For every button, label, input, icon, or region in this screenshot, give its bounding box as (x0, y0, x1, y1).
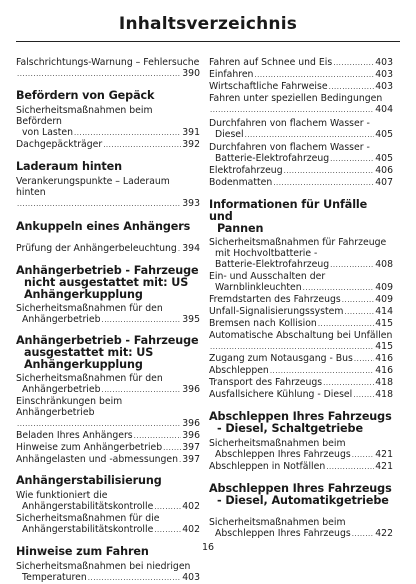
toc-entry[interactable] (209, 118, 393, 141)
toc-entry[interactable] (209, 177, 393, 189)
page-ref: 395 (182, 314, 200, 325)
entry-text-cont: mit Hochvoltbatterie - (215, 248, 318, 259)
page-ref: 396 (182, 384, 200, 395)
page-ref: 392 (182, 139, 200, 150)
page-ref: 405 (375, 129, 393, 140)
section-heading: Abschleppen Ihres Fahrzeugs - Diesel, Schaltgetriebe (209, 410, 392, 435)
toc-entry[interactable] (16, 57, 200, 80)
page-ref: 421 (375, 449, 393, 460)
page-ref: 403 (375, 57, 393, 68)
section-heading: Laderaum hinten (16, 160, 123, 173)
entry-text-cont: Anhängerbetrieb (22, 384, 101, 395)
toc-entry[interactable] (16, 454, 200, 466)
entry-text: Durchfahren von flachem Wasser - (209, 142, 370, 153)
page-ref: 390 (182, 68, 200, 79)
entry-text: Beladen Ihres Anhängers (16, 430, 133, 441)
page-ref: 415 (375, 318, 393, 329)
toc-entry[interactable] (209, 438, 393, 461)
entry-text-cont: Temperaturen (22, 572, 87, 583)
page-number: 16 (201, 542, 215, 553)
page-ref: 396 (182, 430, 200, 441)
toc-left-column (16, 57, 200, 584)
entry-text: Fahren unter speziellen Bedingungen (209, 93, 383, 104)
entry-text-cont: Batterie-Elektrofahrzeug (215, 153, 330, 164)
entry-text: Anhängelasten und -abmessungen (16, 454, 179, 465)
page-ref: 405 (375, 153, 393, 164)
toc-entry[interactable] (16, 490, 200, 513)
page-ref: 408 (375, 259, 393, 270)
toc-entry[interactable] (209, 142, 393, 165)
page-ref: 396 (182, 418, 200, 429)
toc-entry[interactable] (16, 396, 200, 430)
entry-text: Sicherheitsmaßnahmen bei niedrigen (16, 561, 191, 572)
entry-text: Sicherheitsmaßnahmen beim (209, 517, 346, 528)
page-ref: 421 (375, 461, 393, 472)
section-heading: Hinweise zum Fahren (16, 545, 149, 558)
entry-text: Transport des Fahrzeugs (209, 377, 323, 388)
entry-text: Bremsen nach Kollision (209, 318, 317, 329)
page-ref: 418 (375, 377, 393, 388)
entry-text: Fremdstarten des Fahrzeugs (209, 294, 341, 305)
page-ref: 418 (375, 389, 393, 400)
title-divider (16, 41, 400, 42)
toc-entry[interactable] (209, 365, 393, 377)
entry-text: Dachgepäckträger (16, 139, 103, 150)
page-title: Inhaltsverzeichnis (118, 14, 298, 34)
page-ref: 409 (375, 282, 393, 293)
entry-text: Sicherheitsmaßnahmen beim (209, 438, 346, 449)
page-ref: 403 (182, 572, 200, 583)
toc-entry[interactable] (209, 57, 393, 69)
entry-text-cont: Anhängerstabilitätskontrolle (22, 524, 154, 535)
entry-text: Abschleppen in Notfällen (209, 461, 326, 472)
page-ref: 409 (375, 294, 393, 305)
entry-text: Bodenmatten (209, 177, 273, 188)
entry-text: Einschränkungen beim Anhängerbetrieb (16, 396, 123, 418)
toc-entry[interactable] (209, 377, 393, 389)
toc-entry[interactable] (16, 176, 200, 210)
entry-text: Ausfallsichere Kühlung - Diesel (209, 389, 353, 400)
entry-text: Falschrichtungs-Warnung – Fehlersuche (16, 57, 200, 68)
section-heading: Abschleppen Ihres Fahrzeugs - Diesel, Automatikgetriebe (209, 482, 392, 507)
page-ref: 397 (182, 442, 200, 453)
page-ref: 404 (375, 104, 393, 115)
section-heading: Informationen für Unfälle und Pannen (209, 198, 368, 235)
toc-entry[interactable] (16, 243, 200, 255)
toc-entry[interactable] (209, 165, 393, 177)
entry-text: Prüfung der Anhängerbeleuchtung (16, 243, 177, 254)
page-ref: 403 (375, 69, 393, 80)
page-ref: 422 (375, 528, 393, 539)
entry-text: Fahren auf Schnee und Eis (209, 57, 333, 68)
section-heading: Befördern von Gepäck (16, 89, 155, 102)
toc-entry[interactable] (16, 561, 200, 584)
entry-text-cont: Batterie-Elektrofahrzeug (215, 259, 330, 270)
entry-text: Verankerungspunkte – Laderaum hinten (16, 176, 170, 198)
toc-entry[interactable] (16, 430, 200, 442)
entry-text: Sicherheitsmaßnahmen für die (16, 513, 160, 524)
entry-text: Abschleppen (209, 365, 269, 376)
entry-text-cont: Diesel (215, 129, 244, 140)
page-ref: 407 (375, 177, 393, 188)
toc-entry[interactable] (209, 271, 393, 294)
toc-entry[interactable] (16, 442, 200, 454)
page-ref: 402 (182, 524, 200, 535)
entry-text: Hinweise zum Anhängerbetrieb (16, 442, 163, 453)
entry-text: Sicherheitsmaßnahmen für den (16, 303, 163, 314)
toc-entry[interactable] (16, 139, 200, 151)
entry-text: Ein- und Ausschalten der (209, 271, 326, 282)
section-heading: Ankuppeln eines Anhängers (16, 220, 191, 233)
page-ref: 393 (182, 198, 200, 209)
toc-entry[interactable] (209, 461, 393, 473)
toc-entry[interactable] (209, 330, 393, 353)
section-heading: Anhängerbetrieb - Fahrzeuge ausgestattet mit: US Anhängerkupplung (16, 334, 199, 371)
toc-entry[interactable] (16, 105, 200, 139)
entry-text: Automatische Abschaltung bei Unfällen (209, 330, 393, 341)
toc-entry[interactable] (209, 93, 393, 116)
section-heading: Anhängerstabilisierung (16, 474, 162, 487)
toc-entry[interactable] (209, 294, 393, 306)
toc-entry[interactable] (209, 517, 393, 540)
section-heading: Anhängerbetrieb - Fahrzeuge nicht ausgestattet mit: US Anhängerkupplung (16, 264, 199, 301)
page-ref: 394 (182, 243, 200, 254)
entry-text: Sicherheitsmaßnahmen für den (16, 373, 163, 384)
page-ref: 397 (182, 454, 200, 465)
toc-entry[interactable] (209, 318, 393, 330)
entry-text-cont: Warnblinkleuchten (215, 282, 302, 293)
page-ref: 414 (375, 306, 393, 317)
entry-text-cont: Abschleppen Ihres Fahrzeugs (215, 449, 351, 460)
page-ref: 406 (375, 165, 393, 176)
entry-text: Sicherheitsmaßnahmen für Fahrzeuge (209, 237, 387, 248)
toc-entry[interactable] (209, 306, 393, 318)
toc-entry[interactable] (16, 513, 200, 536)
toc-entry[interactable] (209, 353, 393, 365)
entry-text-cont: von Lasten (22, 127, 74, 138)
toc-entry[interactable] (209, 81, 393, 93)
entry-text: Wie funktioniert die (16, 490, 108, 501)
page-ref: 415 (375, 341, 393, 352)
toc-right-column (209, 57, 393, 540)
entry-text: Durchfahren von flachem Wasser - (209, 118, 370, 129)
toc-entry[interactable] (209, 69, 393, 81)
entry-text: Wirtschaftliche Fahrweise (209, 81, 328, 92)
entry-text-cont: Anhängerstabilitätskontrolle (22, 501, 154, 512)
toc-entry[interactable] (16, 303, 200, 326)
entry-text: Unfall-Signalisierungssystem (209, 306, 344, 317)
toc-entry[interactable] (16, 373, 200, 396)
entry-text: Zugang zum Notausgang - Bus (209, 353, 353, 364)
page-ref: 416 (375, 353, 393, 364)
toc-entry[interactable] (209, 237, 393, 271)
page-ref: 402 (182, 501, 200, 512)
entry-text: Elektrofahrzeug (209, 165, 283, 176)
entry-text-cont: Anhängerbetrieb (22, 314, 101, 325)
toc-entry[interactable] (209, 389, 393, 401)
page-ref: 403 (375, 81, 393, 92)
page-ref: 391 (182, 127, 200, 138)
entry-text: Einfahren (209, 69, 254, 80)
entry-text-cont: Abschleppen Ihres Fahrzeugs (215, 528, 351, 539)
entry-text: Sicherheitsmaßnahmen beim Befördern (16, 105, 153, 127)
page-ref: 416 (375, 365, 393, 376)
